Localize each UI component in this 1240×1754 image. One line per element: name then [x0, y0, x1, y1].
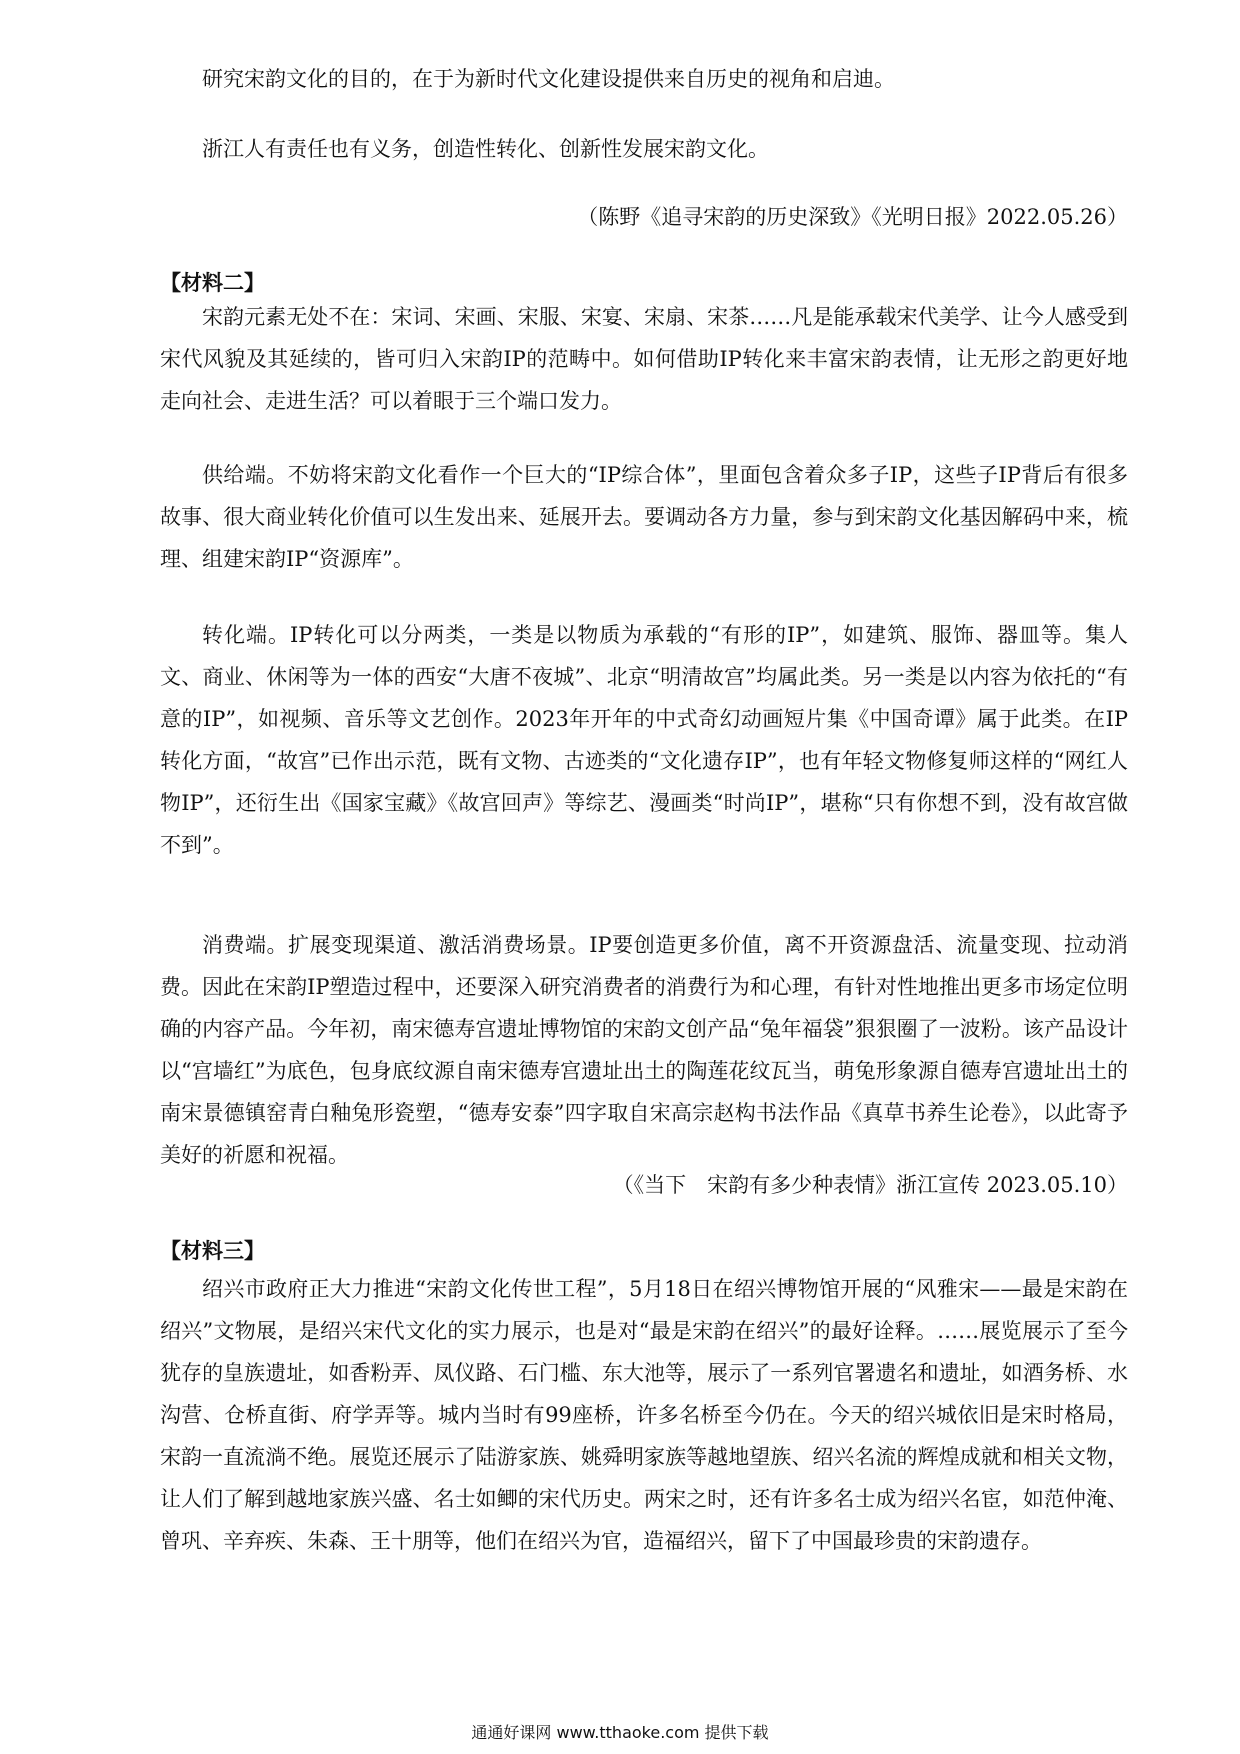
- section-heading-material-3: 【材料三】: [160, 1238, 265, 1263]
- paragraph-1: 研究宋韵文化的目的，在于为新时代文化建设提供来自历史的视角和启迪。: [202, 67, 895, 91]
- paragraph-4: 供给端。不妨将宋韵文化看作一个巨大的“IP综合体”，里面包含着众多子IP，这些子IP背后有很多故事、很大商业转化价值可以生发出来、延展开去。要调动各方力量，参与到宋韵文化基因解码中来，梳理、组建宋韵IP“资源库”。: [160, 463, 1128, 571]
- paragraph-5: 转化端。IP转化可以分两类，一类是以物质为承载的“有形的IP”，如建筑、服饰、器皿等。集人文、商业、休闲等为一体的西安“大唐不夜城”、北京“明清故宫”均属此类。另一类是以内容为依托的“有意的IP”，如视频、音乐等文艺创作。2023年开年的中式奇幻动画短片集《中国奇谭》属于此类。在IP转化方面，“故宫”已作出示范，既有文物、古迹类的“文化遗存IP”，也有年轻文物修复师这样的“网红人物IP”，还衍生出《国家宝藏》《故宫回声》等综艺、漫画类“时尚IP”，堪称“只有你想不到，没有故宫做不到”。: [160, 623, 1128, 857]
- source-citation-1: （陈野《追寻宋韵的历史深致》《光明日报》2022.05.26）: [577, 205, 1128, 229]
- paragraph-6: 消费端。扩展变现渠道、激活消费场景。IP要创造更多价值，离不开资源盘活、流量变现、拉动消费。因此在宋韵IP塑造过程中，还要深入研究消费者的消费行为和心理，有针对性地推出更多市场定位明确的内容产品。今年初，南宋德寿宫遗址博物馆的宋韵文创产品“兔年福袋”狠狠圈了一波粉。该产品设计以“宫墙红”为底色，包身底纹源自南宋德寿宫遗址出土的陶莲花纹瓦当，萌兔形象源自德寿宫遗址出土的南宋景德镇窑青白釉兔形瓷塑，“德寿安泰”四字取自宋高宗赵构书法作品《真草书养生论卷》，以此寄予美好的祈愿和祝福。: [160, 933, 1128, 1167]
- paragraph-2: 浙江人有责任也有义务，创造性转化、创新性发展宋韵文化。: [202, 137, 769, 161]
- paragraph-3: 宋韵元素无处不在：宋词、宋画、宋服、宋宴、宋扇、宋茶……凡是能承载宋代美学、让今人感受到宋代风貌及其延续的，皆可归入宋韵IP的范畴中。如何借助IP转化来丰富宋韵表情，让无形之韵更好地走向社会、走进生活？可以着眼于三个端口发力。: [160, 305, 1128, 413]
- section-heading-material-2: 【材料二】: [160, 270, 265, 295]
- paragraph-7: 绍兴市政府正大力推进“宋韵文化传世工程”，5月18日在绍兴博物馆开展的“风雅宋——最是宋韵在绍兴”文物展，是绍兴宋代文化的实力展示，也是对“最是宋韵在绍兴”的最好诠释。……展览展示了至今犹存的皇族遗址，如香粉弄、凤仪路、石门槛、东大池等，展示了一系列官署遗名和遗址，如酒务桥、水沟营、仓桥直街、府学弄等。城内当时有99座桥，许多名桥至今仍在。今天的绍兴城依旧是宋时格局，宋韵一直流淌不绝。展览还展示了陆游家族、姚舜明家族等越地望族、绍兴名流的辉煌成就和相关文物，让人们了解到越地家族兴盛、名士如鲫的宋代历史。两宋之时，还有许多名士成为绍兴名宦，如范仲淹、曾巩、辛弃疾、朱森、王十朋等，他们在绍兴为官，造福绍兴，留下了中国最珍贵的宋韵遗存。: [160, 1277, 1128, 1553]
- footer-watermark: 通通好课网 www.tthaoke.com 提供下载: [471, 1723, 769, 1742]
- source-citation-2: （《当下 宋韵有多少种表情》浙江宣传 2023.05.10）: [612, 1173, 1128, 1197]
